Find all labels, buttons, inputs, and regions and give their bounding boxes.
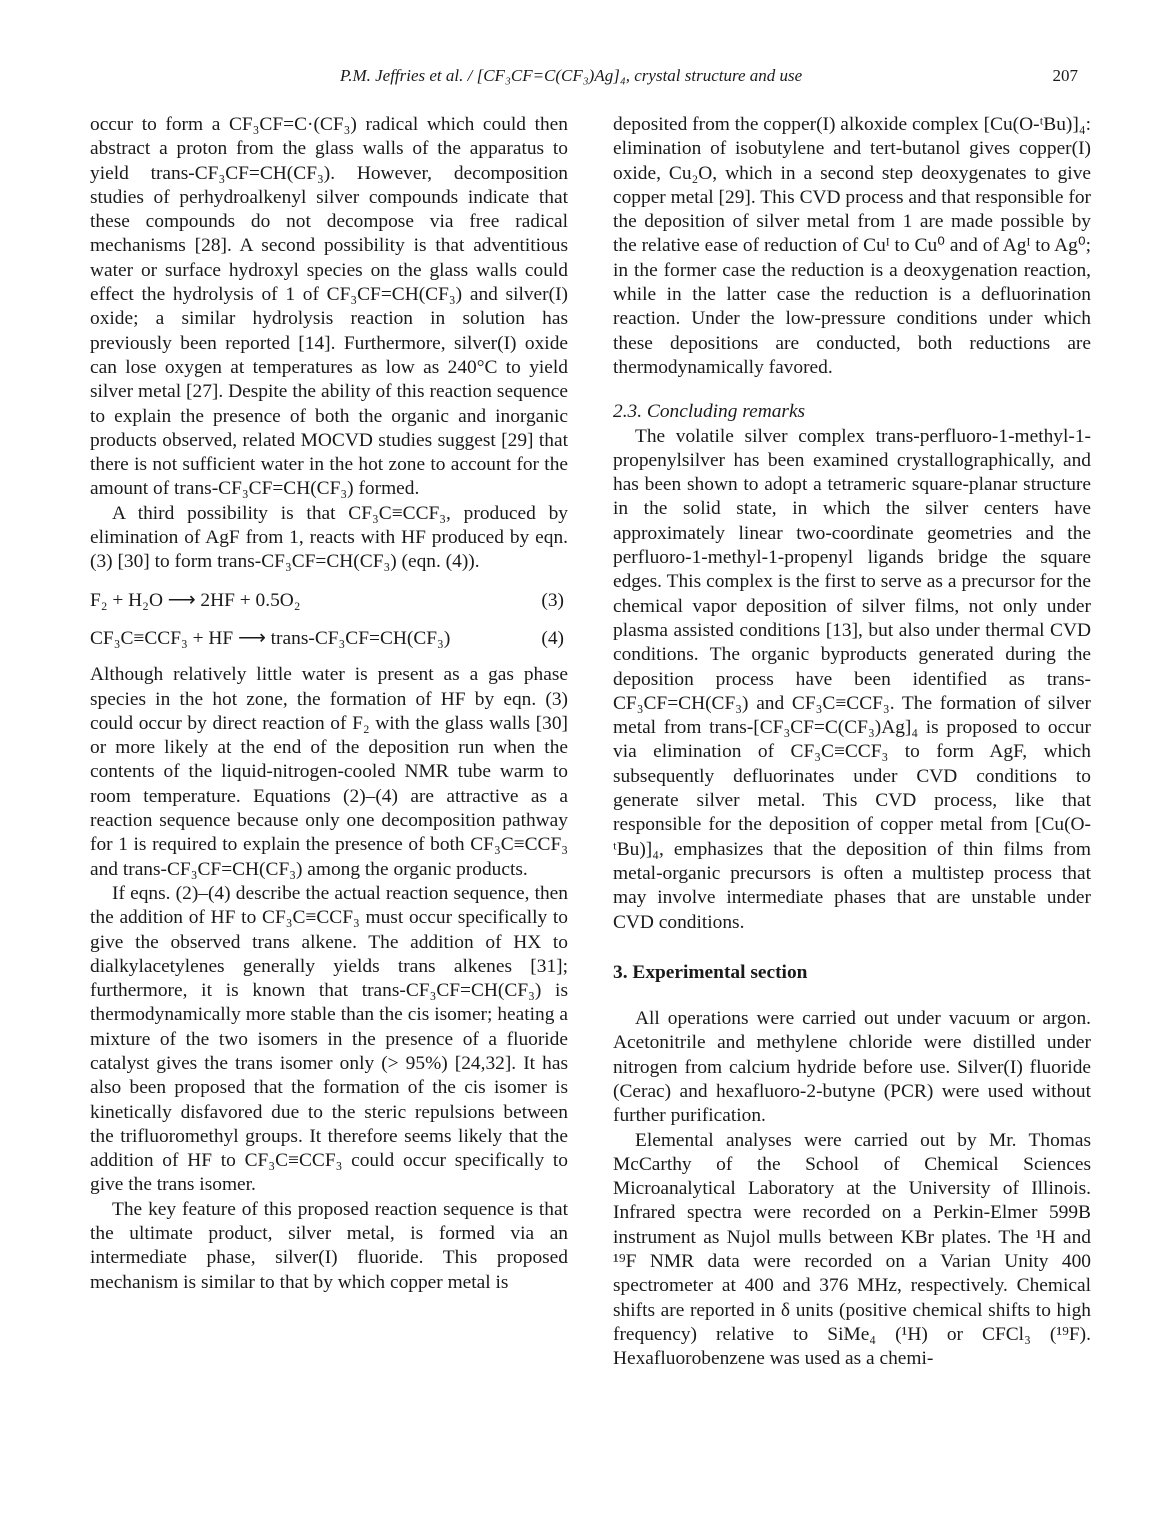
subsection-title: 2.3. Concluding remarks [613, 401, 806, 423]
running-title: P.M. Jeffries et al. / [CF₃CF=C(CF₃)Ag]₄, crystal structure and use [340, 66, 803, 85]
paragraph: Elemental analyses were carried out by Mr. Thomas McCarthy of the School of Chemical Sciences Microanalytical Laboratory at the University of Illinois. Infrared spectra were recorded on a Perkin-Elmer 599B instrument as Nujol mulls between KBr plates. The ¹H and ¹⁹F NMR data were recorded on a Varian Unity 400 spectrometer at 400 and 376 MHz, respectively. Chemical shifts are reported in δ units (positive chemical shifts to high frequency) relative to SiMe₄ (¹H) or CFCl₃ (¹⁹F). Hexafluorobenzene was used as a chemi- [613, 1129, 1091, 1370]
section-title: 3. Experimental section [613, 961, 808, 983]
paragraph: The volatile silver complex trans-perfluoro-1-methyl-1-propenylsilver has been examined crystallographically, and has been shown to adopt a tetrameric square-planar structure in the solid state, in which the silver centers have approximately linear two-coordinate geometries and the perfluoro-1-methyl-1-propenyl ligands bridge the square edges. This complex is the first to serve as a precursor for the chemical vapor deposition of silver films, not only under plasma assisted conditions [13], but also under thermal CVD conditions. The organic byproducts generated during the deposition process have been identified as trans-CF₃CF=CH(CF₃) and CF₃C≡CCF₃. The formation of silver metal from trans-[CF₃CF=C(CF₃)Ag]₄ is proposed to occur via elimination of CF₃C≡CCF₃ to form AgF, which subsequently defluorinates under CVD conditions to generate silver metal. This CVD process, like that responsible for the deposition of copper metal from [Cu(O-ᵗBu)]₄, emphasizes that the deposition of thin films from metal-organic precursors is often a multistep process that may involve intermediate phases that are unstable under CVD conditions. [613, 425, 1091, 933]
left-column [90, 113, 568, 1295]
paragraph: deposited from the copper(I) alkoxide complex [Cu(O-ᵗBu)]₄: elimination of isobutylene and tert-butanol gives copper(I) oxide, Cu₂O, which in a second step deoxygenates to give copper metal [29]. This CVD process and that responsible for the deposition of silver metal from 1 are made possible by the relative ease of reduction of Cuᴵ to Cu⁰ and of Agᴵ to Ag⁰; in the former case the reduction is a deoxygenation reaction, while in the latter case the reduction is a defluorination reaction. Under the low-pressure conditions under which these depositions are conducted, both reductions are thermodynamically favored. [613, 114, 1091, 378]
equation-number: (3) [541, 589, 564, 611]
paragraph: All operations were carried out under vacuum or argon. Acetonitrile and methylene chloride were distilled under nitrogen from calcium hydride before use. Silver(I) fluoride (Cerac) and hexafluoro-2-butyne (PCR) were used without further purification. [613, 1008, 1091, 1127]
running-header [90, 66, 1078, 92]
paragraph: The key feature of this proposed reaction sequence is that the ultimate product, silver metal, is formed via an intermediate phase, silver(I) fluoride. This proposed mechanism is similar to that by which copper metal is [90, 1198, 568, 1293]
paragraph: A third possibility is that CF₃C≡CCF₃, produced by elimination of AgF from 1, reacts with HF produced by eqn. (3) [30] to form trans-CF₃CF=CH(CF₃) (eqn. (4)). [90, 502, 568, 573]
page-number: 207 [1052, 66, 1078, 85]
paragraph: Although relatively little water is present as a gas phase species in the hot zone, the formation of HF by eqn. (3) could occur by direct reaction of F₂ with the glass walls [30] or more likely at the end of the deposition run when the contents of the liquid-nitrogen-cooled NMR tube warm to room temperature. Equations (2)–(4) are attractive as a reaction sequence because only one decomposition pathway for 1 is required to explain the presence of both CF₃C≡CCF₃ and trans-CF₃CF=CH(CF₃) among the organic products. [90, 664, 568, 880]
paragraph: occur to form a CF₃CF=C·(CF₃) radical which could then abstract a proton from the glass walls of the apparatus to yield trans-CF₃CF=CH(CF₃). However, decomposition studies of perhydroalkenyl silver compounds indicate that these compounds do not decompose via free radical mechanisms [28]. A second possibility is that adventitious water or surface hydroxyl species on the glass walls could effect the hydrolysis of 1 of CF₃CF=CH(CF₃) and silver(I) oxide; a similar hydrolysis reaction in solution has previously been reported [14]. Furthermore, silver(I) oxide can lose oxygen at temperatures as low as 240°C to yield silver metal [27]. Despite the ability of this reaction sequence to explain the presence of both the organic and inorganic products observed, related MOCVD studies suggest [29] that there is not sufficient water in the hot zone to account for the amount of trans-CF₃CF=CH(CF₃) formed. [90, 114, 568, 500]
equation-3 [90, 589, 568, 613]
equation-formula: CF₃C≡CCF₃ + HF ⟶ trans-CF₃CF=CH(CF₃) [90, 627, 451, 649]
equation-formula: F₂ + H₂O ⟶ 2HF + 0.5O₂ [90, 589, 301, 611]
equation-number: (4) [541, 627, 564, 649]
right-column [613, 113, 1091, 1372]
paragraph: If eqns. (2)–(4) describe the actual reaction sequence, then the addition of HF to CF₃C≡CCF₃ must occur specifically to give the observed trans alkene. The addition of HX to dialkylacetylenes generally yields trans alkenes [31]; furthermore, it is known that trans-CF₃CF=CH(CF₃) is thermodynamically more stable than the cis isomer; heating a mixture of the two isomers in the presence of a fluoride catalyst gives the trans isomer only (> 95%) [24,32]. It has also been proposed that the formation of the cis isomer is kinetically disfavored due to the steric repulsions between the trifluoromethyl groups. It therefore seems likely that the addition of HF to CF₃C≡CCF₃ could occur specifically to give the trans isomer. [90, 882, 568, 1196]
equation-4 [90, 627, 568, 651]
